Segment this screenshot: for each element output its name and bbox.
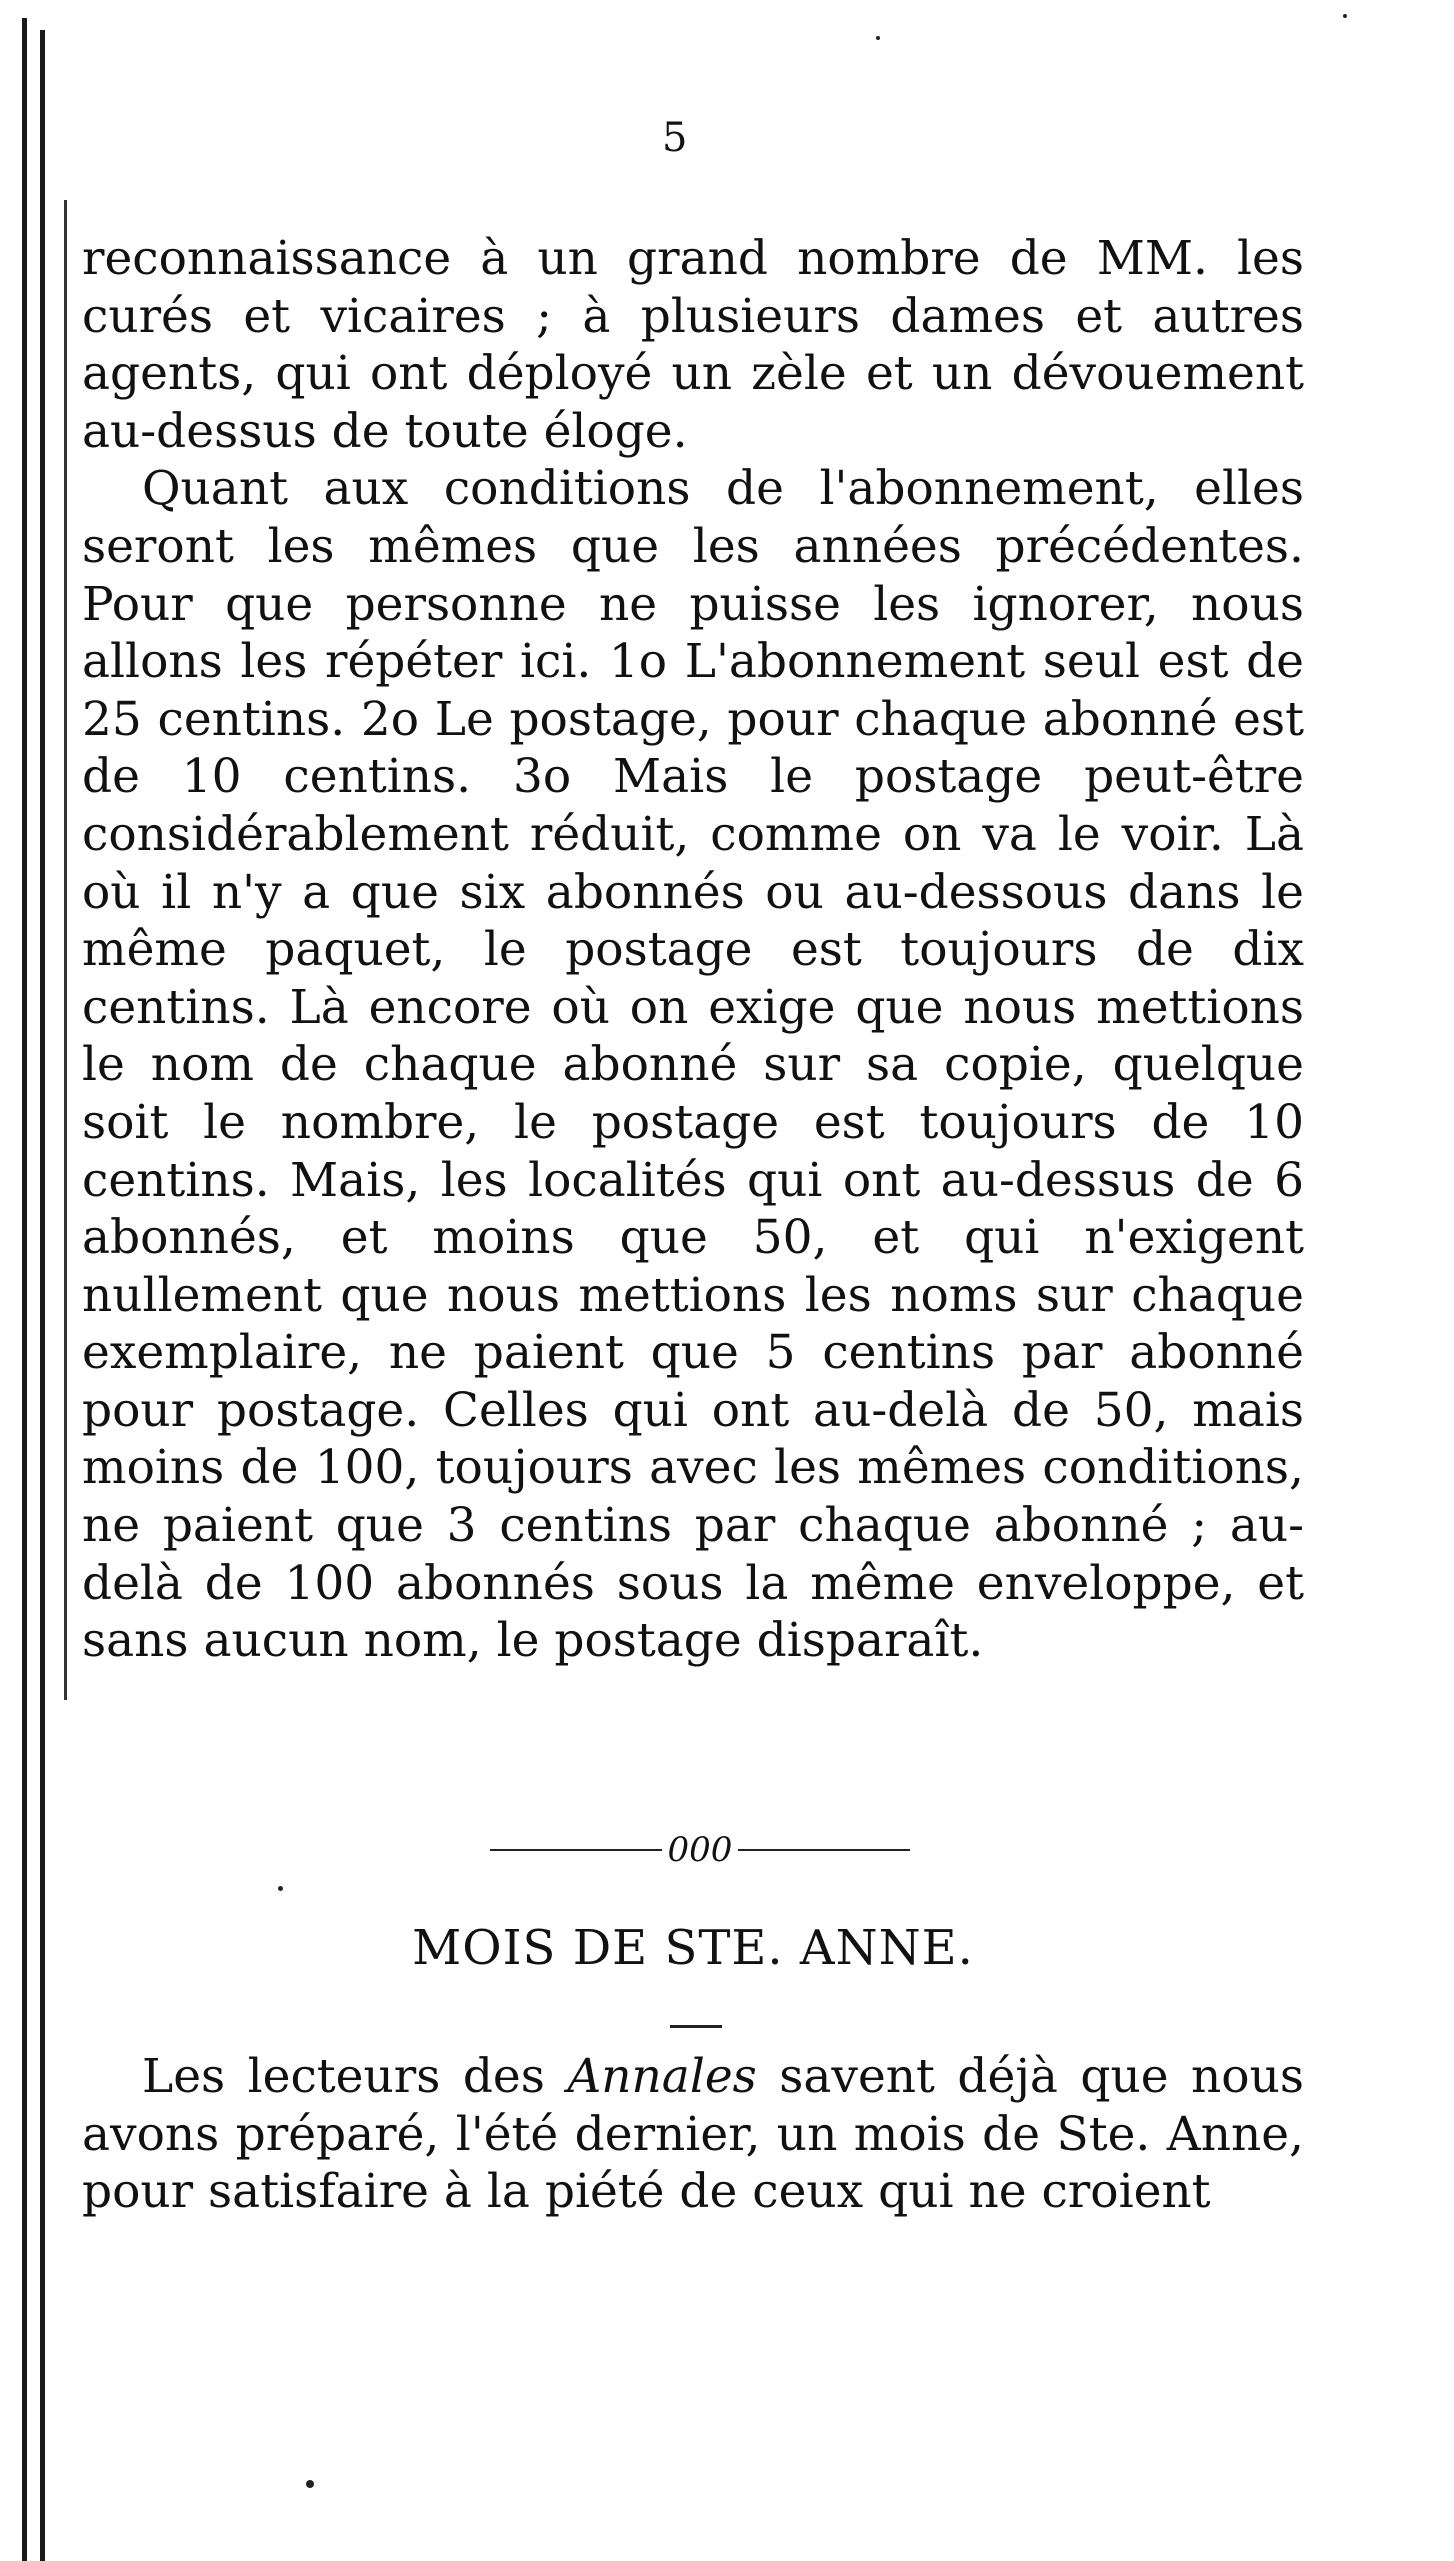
binding-line-margin — [64, 200, 67, 1700]
body-text — [82, 230, 1304, 1670]
ink-speck — [876, 36, 880, 40]
section-body — [82, 2048, 1304, 2221]
paragraph-continuation: reconnaissance à un grand nombre de MM. les curés et vicaires ; à plusieurs dames et autres agents, qui ont déployé un zèle et un dévouement au-dessus de toute éloge. — [82, 231, 1304, 459]
separator-rule-left — [490, 1849, 662, 1851]
ink-speck — [306, 2480, 314, 2488]
section-title: MOIS DE STE. ANNE. — [412, 1920, 974, 1976]
section-separator — [490, 1830, 910, 1870]
binding-line-outer — [22, 18, 27, 2561]
binding-line-inner — [40, 30, 45, 2561]
intro-text-start: Les lecteurs des — [142, 2049, 568, 2104]
separator-rule-right — [738, 1849, 910, 1851]
intro-text-end: savent déjà que nous avons préparé, l'été dernier, un mois de Ste. Anne, pour satisfaire à la piété de ceux qui ne croient — [82, 2049, 1304, 2220]
ink-speck — [278, 1886, 283, 1891]
page-number: 5 — [662, 115, 688, 161]
separator-mark: 000 — [667, 1830, 733, 1870]
ink-speck — [1343, 14, 1347, 18]
paragraph-subscription-conditions: Quant aux conditions de l'abonnement, elles seront les mêmes que les années précédentes. Pour que personne ne puisse les ignorer, nous allons les répéter ici. 1o L'abonnement seul est de 25 centins. 2o Le postage, pour chaque abonné est de 10 centins. 3o Mais le postage peut-être considérablement réduit, comme on va le voir. Là où il n'y a que six abonnés ou au-dessous dans le même paquet, le postage est toujours de dix centins. Là encore où on exige que nous mettions le nom de chaque abonné sur sa copie, quelque soit le nombre, le postage est toujours de 10 centins. Mais, les localités qui ont au-dessus de 6 abonnés, et moins que 50, et qui n'exigent nullement que nous mettions les noms sur chaque exemplaire, ne paient que 5 centins par abonné pour postage. Celles qui ont au-delà de 50, mais moins de 100, toujours avec les mêmes conditions, ne paient que 3 centins par chaque abonné ; au-delà de 100 abonnés sous la même enveloppe, et sans aucun nom, le postage disparaît. — [82, 461, 1304, 1669]
intro-text-italic: Annales — [567, 2049, 757, 2104]
paragraph-section-intro — [82, 2048, 1304, 2221]
title-underline — [670, 2025, 722, 2028]
